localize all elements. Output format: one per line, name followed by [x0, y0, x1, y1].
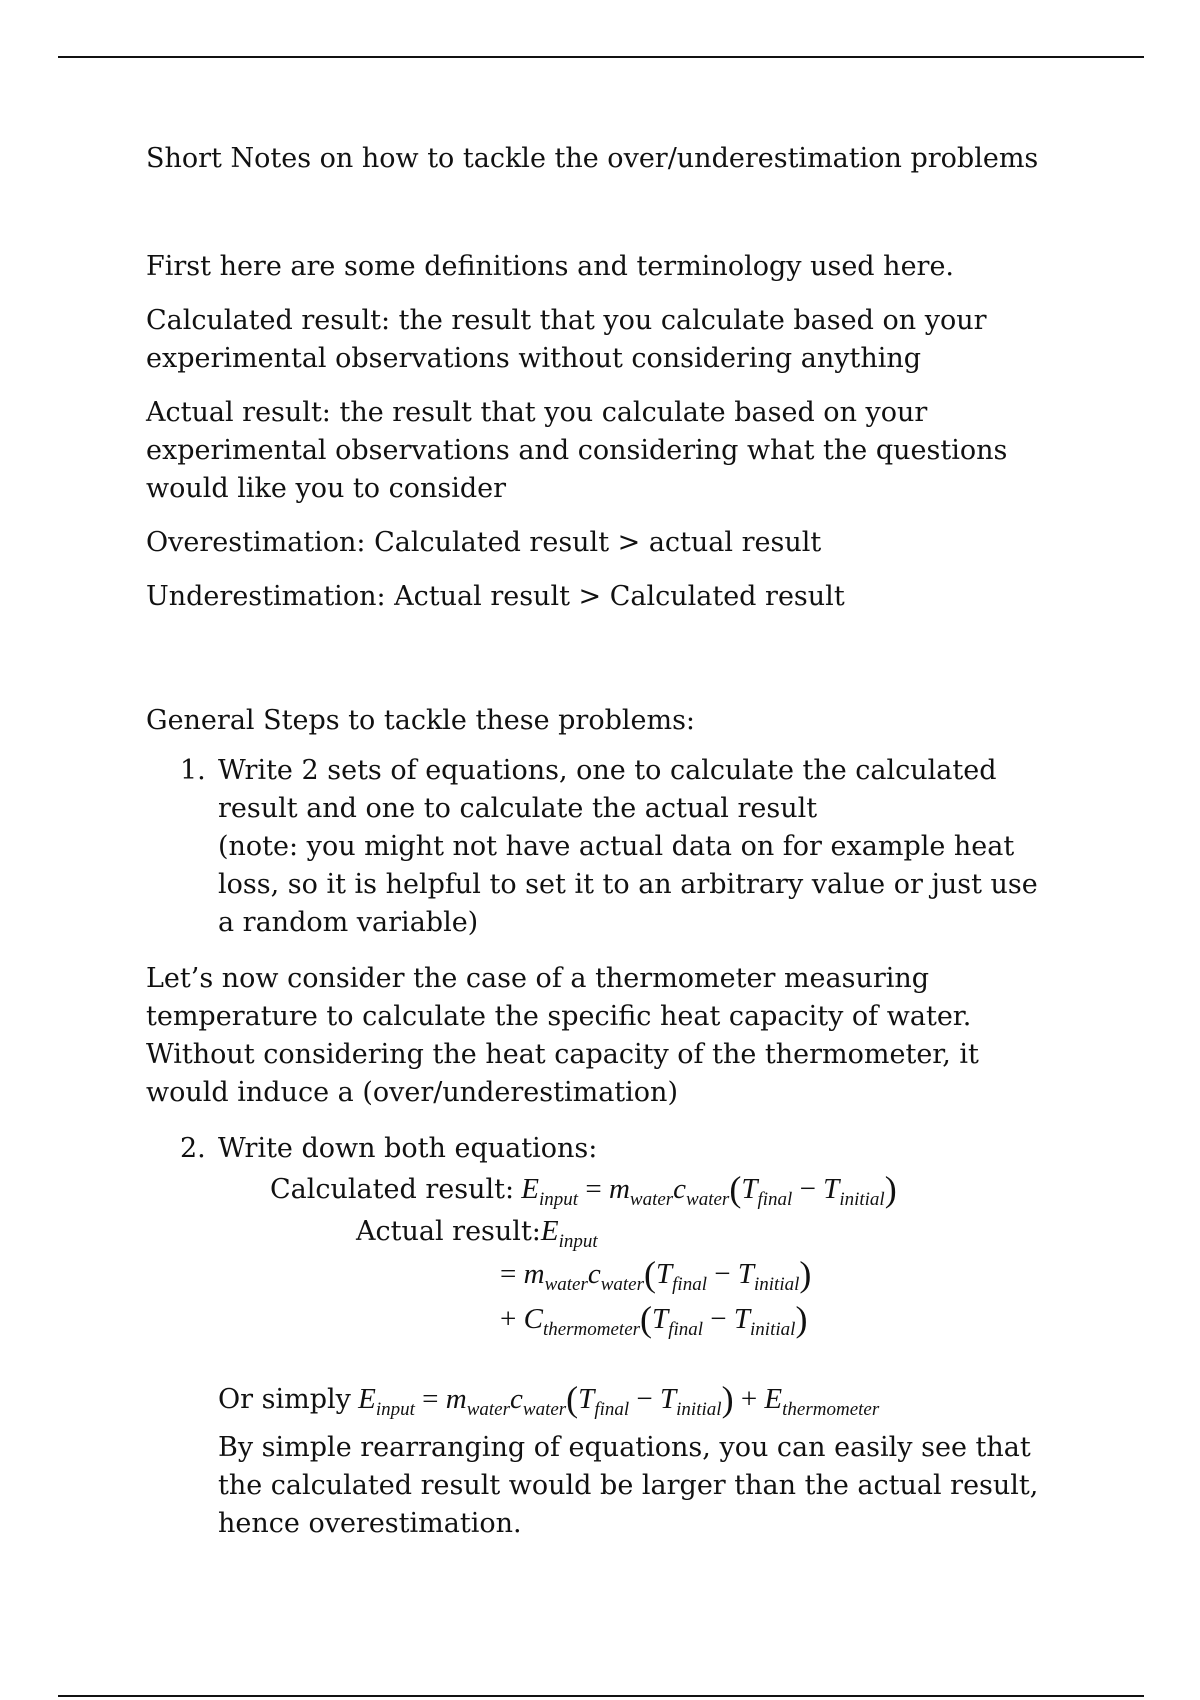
subscript-water: water	[522, 1399, 567, 1420]
definitions-intro: First here are some definitions and terminology used here.	[146, 251, 955, 282]
list-item-step-1	[180, 752, 1060, 942]
symbol-t: T	[652, 1303, 669, 1335]
bottom-rule	[58, 1695, 1144, 1697]
subscript-input: input	[375, 1399, 415, 1420]
subscript-input: input	[539, 1189, 579, 1210]
subscript-water: water	[544, 1274, 588, 1295]
symbol-c: c	[587, 1258, 601, 1290]
subscript-initial: initial	[676, 1399, 722, 1420]
or-simply-label: Or simply	[218, 1384, 351, 1415]
subscript-thermometer: thermometer	[782, 1399, 880, 1420]
symbol-e: E	[358, 1383, 376, 1415]
definition-actual-result: Actual result: the result that you calculate based on your experimental observations and considering what the questions would like you to consider	[146, 397, 1008, 504]
definition-underestimation: Underestimation: Actual result > Calculated result	[146, 581, 845, 612]
list-number: 1.	[180, 755, 206, 786]
symbol-t: T	[823, 1173, 840, 1205]
definitions-section	[146, 248, 1066, 632]
subscript-initial: initial	[750, 1319, 796, 1340]
subscript-final: final	[594, 1399, 630, 1420]
symbol-t: T	[578, 1383, 595, 1415]
calculated-result-equation: Calculated result: $E_{input} = m_{water}c_{water}(T_{final} - T_{initial})$	[270, 1169, 897, 1210]
actual-result-equation-line-1	[356, 1212, 598, 1261]
calculated-result-label: Calculated result:	[270, 1174, 515, 1205]
symbol-m: m	[445, 1383, 467, 1415]
symbol-e: E	[764, 1383, 783, 1415]
subscript-water: water	[600, 1274, 644, 1295]
symbol-c: c	[510, 1383, 523, 1415]
symbol-t: T	[656, 1258, 673, 1290]
actual-result-label: Actual result:	[356, 1216, 541, 1247]
subscript-final: final	[668, 1319, 704, 1340]
actual-result-equation-line-2: = $m_{water}c_{water}(T_{final} - T_{initial})$	[500, 1254, 812, 1295]
list-number: 2.	[180, 1133, 206, 1164]
simplified-equation-block	[218, 1380, 1078, 1543]
definition-overestimation: Overestimation: Calculated result > actual result	[146, 527, 822, 558]
top-rule	[58, 56, 1144, 58]
step-1-text: Write 2 sets of equations, one to calculate the calculated result and one to calculate the actual result	[218, 755, 997, 824]
symbol-t: T	[660, 1383, 677, 1415]
step-2-text: Write down both equations:	[218, 1133, 598, 1164]
symbol-t: T	[737, 1258, 754, 1290]
step-1-note: (note: you might not have actual data on for example heat loss, so it is helpful to set it to an arbitrary value or just use a random variable)	[218, 831, 1038, 938]
symbol-m: m	[523, 1258, 545, 1290]
definition-calculated-result: Calculated result: the result that you calculate based on your experimental observations without considering anything	[146, 305, 987, 374]
subscript-water: water	[466, 1399, 511, 1420]
actual-result-equation-line-3: + $C_{thermometer}(T_{final} - T_{initial})$	[500, 1299, 808, 1340]
symbol-e: E	[521, 1173, 540, 1205]
subscript-initial: initial	[839, 1189, 885, 1210]
symbol-t: T	[733, 1303, 751, 1335]
subscript-input: input	[558, 1231, 598, 1252]
symbol-m: m	[608, 1173, 630, 1205]
thermometer-case-paragraph: Let’s now consider the case of a thermometer measuring temperature to calculate the specific heat capacity of water. Without considering the heat capacity of the thermometer, it would induce a (over/underestimation)	[146, 963, 979, 1108]
subscript-water: water	[686, 1189, 730, 1210]
conclusion-text: By simple rearranging of equations, you can easily see that the calculated result would be larger than the actual result, hence overestimation.	[218, 1432, 1039, 1539]
symbol-t: T	[741, 1173, 758, 1205]
symbol-c: c	[673, 1173, 687, 1205]
steps-heading: General Steps to tackle these problems:	[146, 705, 696, 736]
subscript-thermometer: thermometer	[542, 1319, 641, 1340]
simplified-equation: Or simply $E_{input} = m_{water}c_{water}(T_{final} - T_{initial}) + E_{thermometer}$	[218, 1379, 880, 1420]
subscript-final: final	[672, 1274, 707, 1295]
subscript-water: water	[629, 1189, 674, 1210]
subscript-final: final	[757, 1189, 793, 1210]
page-title: Short Notes on how to tackle the over/underestimation problems	[146, 143, 1039, 174]
list-item-step-2	[180, 1130, 1060, 1168]
symbol-e: E	[540, 1215, 559, 1247]
subscript-initial: initial	[753, 1274, 800, 1295]
symbol-capital-c: C	[523, 1303, 543, 1335]
